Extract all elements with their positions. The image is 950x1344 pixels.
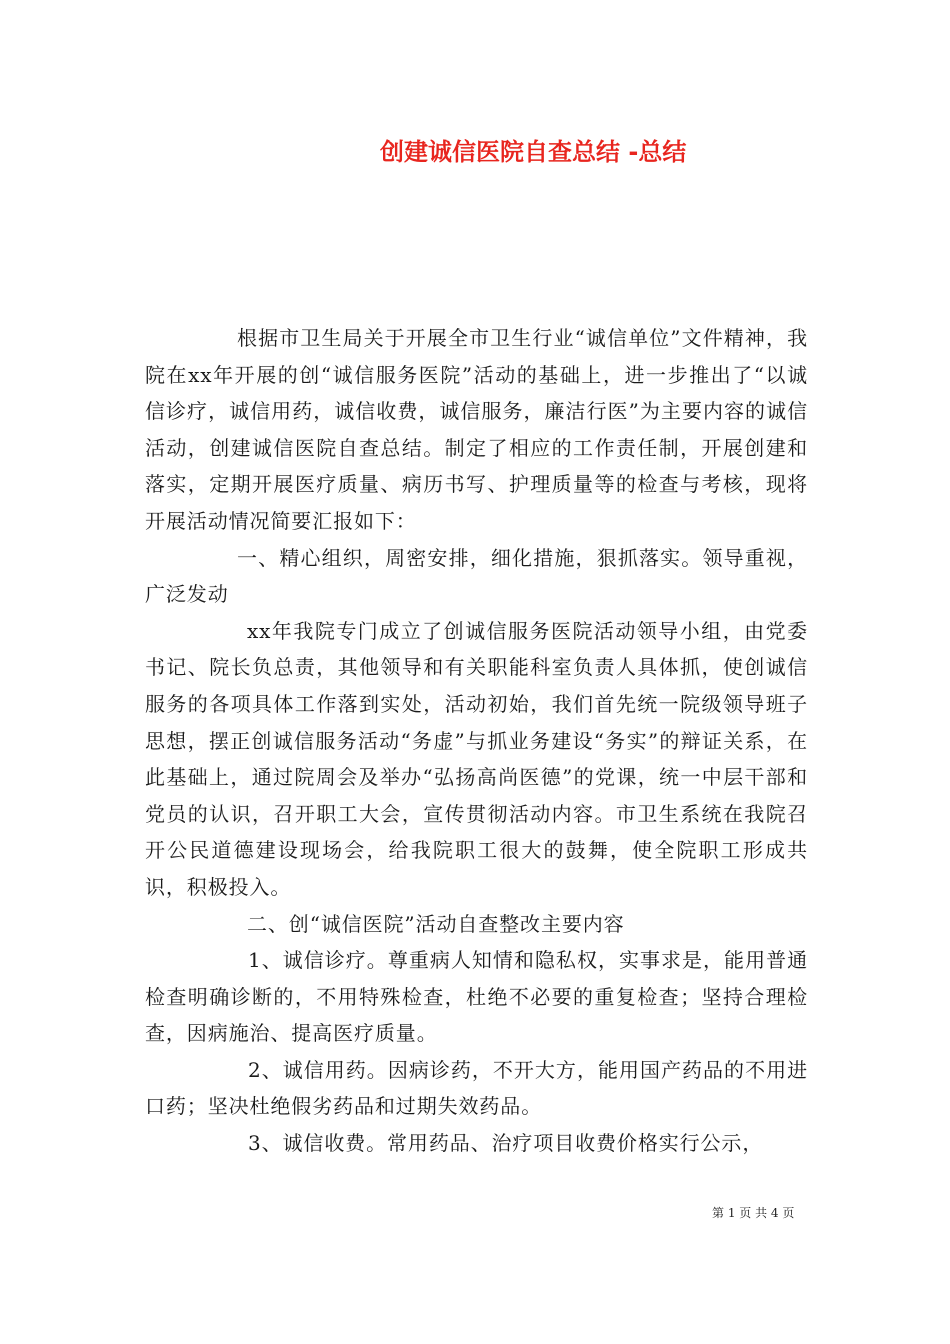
document-title: 创建诚信医院自查总结 -总结 bbox=[380, 138, 687, 166]
paragraph-item-2: 2、诚信用药。因病诊药，不开大方，能用国产药品的不用进口药；坚决杜绝假劣药品和过期失效药品。 bbox=[145, 1057, 808, 1119]
paragraph-section-1: xx年我院专门成立了创诚信服务医院活动领导小组，由党委书记、院长负总责，其他领导和有关职能科室负责人具体抓，使创诚信服务的各项具体工作落到实处，活动初始，我们首先统一院级领导班子思想，摆正创诚信服务活动“务虚”与抓业务建设“务实”的辩证关系，在此基础上，通过院周会及举办“弘扬高尚医德”的党课，统一中层干部和党员的认识，召开职工大会，宣传贯彻活动内容。市卫生系统在我院召开公民道德建设现场会，给我院职工很大的鼓舞，使全院职工形成共识，积极投入。 bbox=[145, 618, 808, 899]
section-heading-2: 二、创“诚信医院”活动自查整改主要内容 bbox=[247, 911, 625, 936]
page-number-footer: 第 1 页 共 4 页 bbox=[712, 1206, 795, 1220]
section-heading-1: 一、精心组织，周密安排，细化措施，狠抓落实。领导重视，广泛发动 bbox=[145, 545, 808, 607]
document-body bbox=[145, 320, 808, 1162]
paragraph-item-1: 1、诚信诊疗。尊重病人知情和隐私权，实事求是，能用普通检查明确诊断的，不用特殊检查，杜绝不必要的重复检查；坚持合理检查，因病施治、提高医疗质量。 bbox=[145, 948, 808, 1046]
paragraph-item-3: 3、诚信收费。常用药品、治疗项目收费价格实行公示， bbox=[248, 1131, 764, 1156]
paragraph-intro: 根据市卫生局关于开展全市卫生行业“诚信单位”文件精神，我院在xx年开展的创“诚信服务医院”活动的基础上，进一步推出了“以诚信诊疗，诚信用药，诚信收费，诚信服务，廉洁行医”为主要内容的诚信活动，创建诚信医院自查总结。制定了相应的工作责任制，开展创建和落实，定期开展医疗质量、病历书写、护理质量等的检查与考核，现将开展活动情况简要汇报如下： bbox=[145, 326, 808, 533]
